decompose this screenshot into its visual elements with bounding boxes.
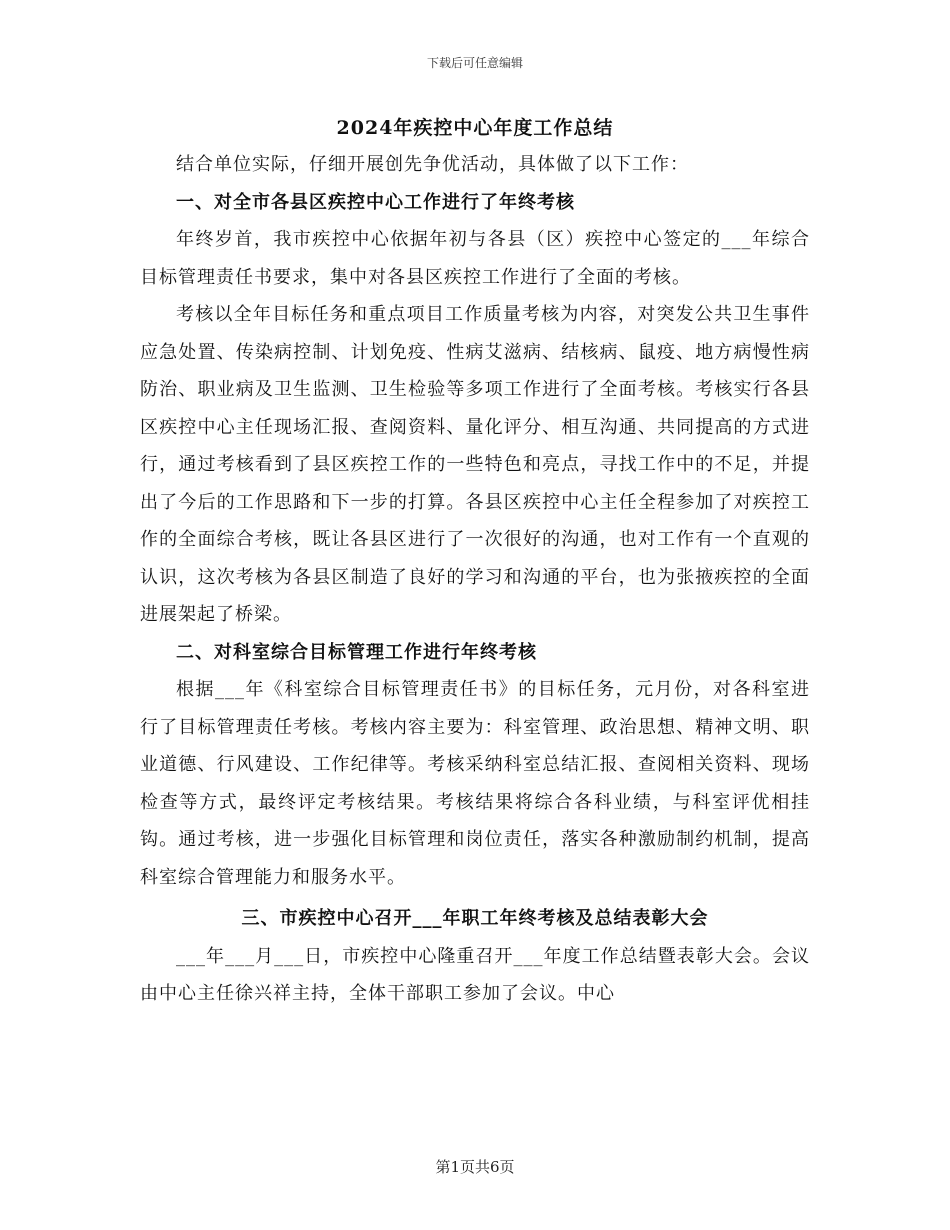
section-2-heading: 二、对科室综合目标管理工作进行年终考核 xyxy=(176,641,537,663)
section-1-paragraph-2: 考核以全年目标任务和重点项目工作质量考核为内容，对突发公共卫生事件应急处置、传染病控制、计划免疫、性病艾滋病、结核病、鼠疫、地方病慢性病防治、职业病及卫生监测、卫生检验等多项工作进行了全面考核。考核实行各县区疾控中心主任现场汇报、查阅资料、量化评分、相互沟通、共同提高的方式进行，通过考核看到了县区疾控工作的一些特色和亮点，寻找工作中的不足，并提出了今后的工作思路和下一步的打算。各县区疾控中心主任全程参加了对疾控工作的全面综合考核，既让各县区进行了一次很好的沟通，也对工作有一个直观的认识，这次考核为各县区制造了良好的学习和沟通的平台，也为张掖疾控的全面进展架起了桥梁。 xyxy=(140,304,810,625)
page-title: 2024年疾控中心年度工作总结 xyxy=(336,117,614,139)
section-1-paragraph-1: 年终岁首，我市疾控中心依据年初与各县（区）疾控中心签定的___年综合目标管理责任书要求，集中对各县区疾控工作进行了全面的考核。 xyxy=(140,229,810,288)
document-body xyxy=(140,112,810,1013)
section-3-paragraph-1: ___年___月___日，市疾控中心隆重召开___年度工作总结暨表彰大会。会议由中心主任徐兴祥主持，全体干部职工参加了会议。中心 xyxy=(140,945,810,1004)
section-1-heading: 一、对全市各县区疾控中心工作进行了年终考核 xyxy=(176,191,575,213)
intro-paragraph: 结合单位实际，仔细开展创先争优活动，具体做了以下工作： xyxy=(176,154,689,175)
section-2-paragraph-1: 根据___年《科室综合目标管理责任书》的目标任务，元月份，对各科室进行了目标管理责任考核。考核内容主要为：科室管理、政治思想、精神文明、职业道德、行风建设、工作纪律等。考核采纳科室总结汇报、查阅相关资料、现场检查等方式，最终评定考核结果。考核结果将综合各科业绩，与科室评优相挂钩。通过考核，进一步强化目标管理和岗位责任，落实各种激励制约机制，提高科室综合管理能力和服务水平。 xyxy=(140,679,810,888)
page-footer: 第1页共6页 xyxy=(435,1158,515,1176)
section-3-heading: 三、市疾控中心召开___年职工年终考核及总结表彰大会 xyxy=(241,908,709,929)
header-note: 下载后可任意编辑 xyxy=(426,56,523,70)
